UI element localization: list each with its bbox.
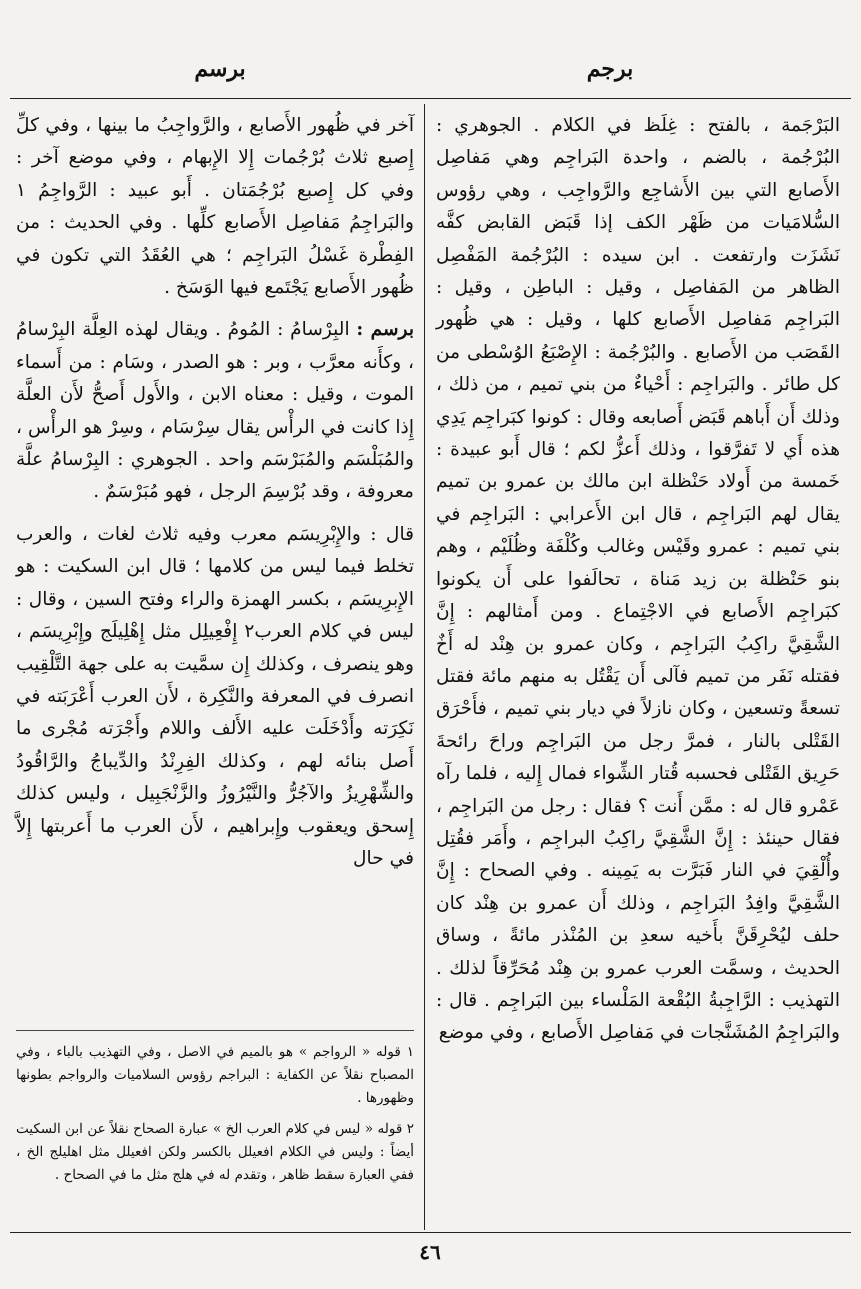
page-number: ٤٦ (419, 1240, 441, 1264)
running-head-left: برسم (194, 56, 246, 82)
right-column (436, 110, 840, 1050)
footnote-separator (16, 1030, 414, 1031)
entry-barjam-continuation: آخر في ظُهور الأَصابع ، والرَّواجِبُ ما بينها ، وفي كلِّ إِصبع ثلاث بُرْجُمات إِلا الإِبهام ، وفي موضع آخر : وفي كل إِصبع بُرْجُمَتان . أَبو عبيد : الرَّواجِمُ ١ والبَراجِمُ مَفاصِل الأَصابع كلِّها . وفي الحديث : من الفِطْرة غَسْلُ البَراجِم ؛ هي العُقَدُ التي تكون في ظُهور الأَصابع يَجْتَمع فيها الوَسَخ . (16, 115, 414, 299)
header-rule (10, 98, 851, 99)
column-divider (424, 104, 425, 1230)
entry-barsam-text: البِرْسامُ : المُومُ . ويقال لهذه العِلَّة البِرْسامُ ، وكأَنه معرَّب ، وبر : هو الصدر ، وسَام : من أَسماء الموت ، وقيل : معناه الابن ، والأَول أَصحُّ لأَن العلَّة إِذا كانت في الرأْس يقال سِرْسَام ، وسِرْ هو الرأْس ، والمُبَلْسَم والمُبَرْسَم واحد . الجوهري : البِرْسامُ علَّة معروفة ، وقد بُرْسِمَ الرجل ، فهو مُبَرْسَمٌ . (16, 319, 414, 503)
running-head-right: برجم (586, 56, 634, 82)
entry-barjam-text: البَرْجَمة ، بالفتح : غِلَظ في الكلام . الجوهري : البُرْجُمة ، بالضم ، واحدة البَراجِم وهي مَفاصِل الأَصابع التي بين الأَشاجِع والرَّواجِب ، وهي رؤوس السُّلامَيات من ظَهْر الكف إذا قَبَض القابض كفَّه نَشَزَت وارتفعت . ابن سيده : البُرْجُمة المَفْصِل الظاهر من المَفاصِل ، وقيل : الباطِن ، وقيل : البَراجِم مَفاصِل الأَصابع كلها ، وقيل : هي ظُهور القَصَب من الأَصابع . والبُرْجُمة : الإِصْبَعُ الوُسْطى من كل طائر . والبَراجِم : أَحْياءٌ من بني تميم ، من ذلك ، وذلك أَن أَباهم قَبَض أَصابعه وقال : كونوا كبَراجِم يَدِي هذه أَي لا تَفرَّقوا ، وذلك أَعزُّ لكم ؛ قال أَبو عبيدة : خَمسة من أَولاد حَنْظلة ابن مالك بن عمرو بن تميم يقال لهم البَراجِم ، قال ابن الأَعرابي : البَراجِم في بني تميم : عمرو وقَيْس وغالب وكُلْفَة وظُلَيْم ، وهم بنو حَنْظلة بن زيد مَناة ، تحالَفوا على أَن يكونوا كبَراجِم الأَصابع في الاجْتِماع . ومن أَمثالهم : إِنَّ الشَّقِيَّ راكِبُ البَراجِم ، وكان عمرو بن هِنْد له أَخٌ فقتله نَفَر من تميم فآلى أَن يَقْتُل به منهم مائة فقتل تسعةً وتسعين ، وكان نازلاً في ديار بني تميم ، فأَحْرَق القَتْلى بالنار ، فمرَّ رجل من البَراجِم وراحَ رائحةَ حَرِيق القَتْلى فحسبه قُتار الشِّواء فمال إِليه ، فلما رآه عَمْرو قال له : ممَّن أَنت ؟ فقال : رجل من البَراجِم ، فقال حينئذ : إِنَّ الشَّقِيَّ راكِبُ البراجِم ، وأَمَر فقُتِل وأُلْقِيَ في النار فَبَرَّت به يَمِينه . وفي الصحاح : إِنَّ الشَّقِيَّ وافِدُ البَراجِم ، وذلك أَن عمرو بن هِنْد كان حلف ليُحْرِقَنَّ بأَخيه سعدِ بن المُنْذر مائةً ، وساق الحديث ، وسمَّت العرب عمرو بن هِنْد مُحَرِّقاً لذلك . التهذيب : الرَّاجِبةُ البُقْعة المَلْساء بين البَراجِم . قال : والبَراجِمُ المُشَنَّجات في مَفاصِل الأَصابع ، وفي موضع (436, 115, 840, 1044)
left-column (16, 110, 414, 875)
entry-ibrisam-paragraph: قال : والإِبْرِيسَم معرب وفيه ثلاث لغات ، والعرب تخلط فيما ليس من كلامها ؛ قال ابن السكيت : هو الإِبرِيسَم ، بكسر الهمزة والراء وفتح السين ، وقال : ليس في كلام العرب٢ إِفْعِيلِل مثل إِهْلِيلَج وإِبْرِيسَم ، وهو ينصرف ، وكذلك إِن سمَّيت به على جهة التَّلْقِيب انصرف في المعرفة والنَّكِرة ، لأَن العرب أَعْرَبَته في نَكِرَته وأَدْخَلَت عليه الأَلف واللام وأَجْرَته مُجْرى ما أَصل بنائه لهم ، وكذلك الفِرِنْدُ والدِّيباجُ والرَّاقُودُ والشِّهْرِيزُ والآجُرُّ والنَّيْرُوزُ والزَّنْجَبِيل ، وليس كذلك إِسحق ويعقوب وإِبراهيم ، لأَن العرب ما أَعربتها إِلاَّ في حال (16, 523, 414, 869)
footer-rule (10, 1232, 851, 1233)
entry-barsam (16, 314, 414, 508)
entry-headword: برسم : (356, 319, 414, 341)
footnotes (16, 1018, 414, 1195)
footnote-1: ١ قوله « الرواجم » هو بالميم في الاصل ، وفي التهذيب بالباء ، وفي المصباح نقلاً عن الكفاية : البراجم رؤوس السلاميات والرواجم بطونها وظهورها . (16, 1044, 414, 1106)
footnote-2: ٢ قوله « ليس في كلام العرب الخ » عبارة الصحاح نقلاً عن ابن السكيت أيضاً : وليس في الكلام افعيلل بالكسر ولكن افعيلل مثل اهليلج الخ ، ففي العبارة سقط ظاهر ، وتقدم له في هلج مثل ما في الصحاح . (16, 1121, 414, 1183)
